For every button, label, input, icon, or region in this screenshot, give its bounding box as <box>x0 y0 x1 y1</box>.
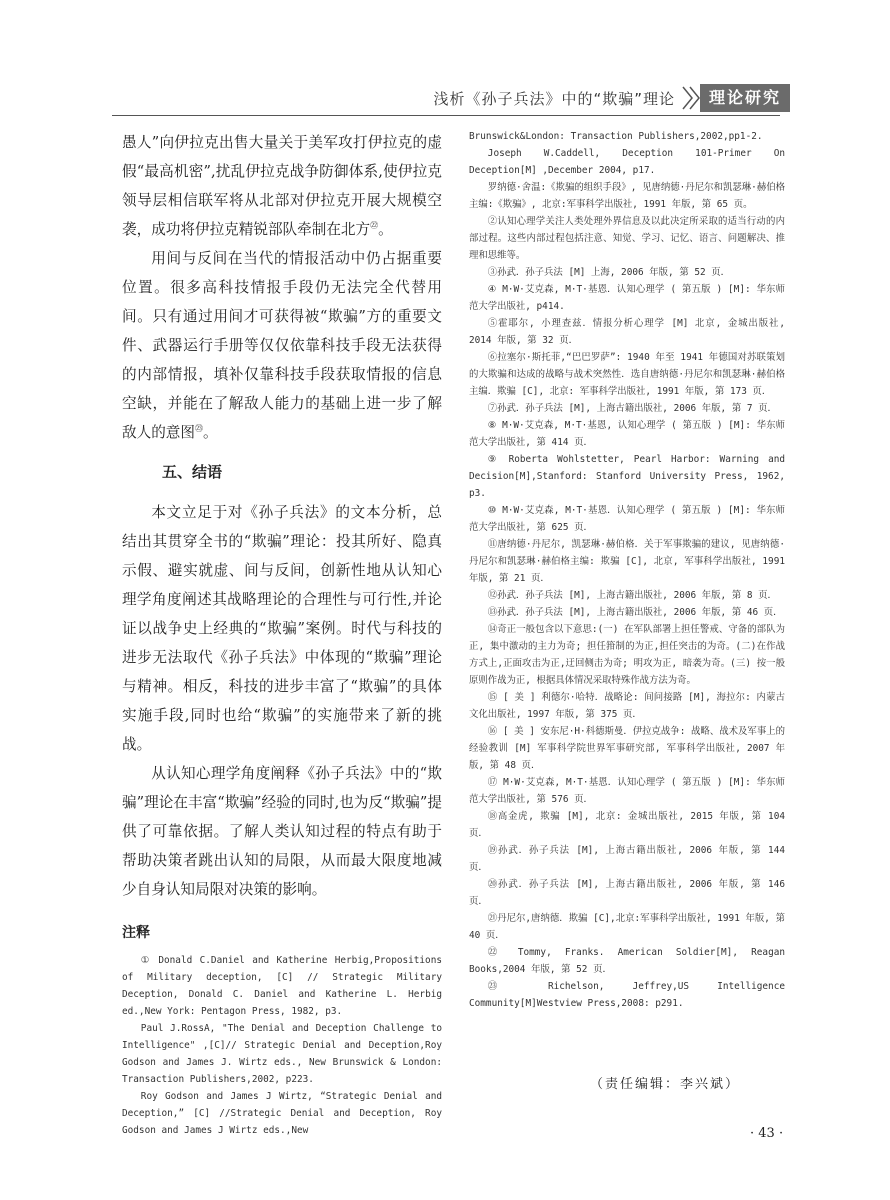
note-item: Roy Godson and James J Wirtz, “Strategic Denial and Deception,” [C] //Strategic Denial and Deception, Roy Godson and James J Wirtz eds.,New <box>122 1091 442 1136</box>
left-column <box>122 128 442 1139</box>
header-rule <box>112 115 780 116</box>
note-item: ㉓ Richelson, Jeffrey,US Intelligence Community[M]Westview Press,2008: p291. <box>469 981 785 1009</box>
note-item: ⑱高金虎, 欺骗 [M], 北京: 金城出版社, 2015 年版, 第 104 页． <box>469 811 785 839</box>
page-number: · 43 · <box>750 1126 784 1141</box>
note-item: ⑯ [ 美 ] 安东尼·H·科德斯曼．伊拉克战争: 战略、战术及军事上的经验教训 [M] 军事科学院世界军事研究部, 军事科学出版社, 2007 年版, 第 48 页． <box>469 726 785 771</box>
note-item: Joseph W.Caddell, Deception 101-Primer On Deception[M] ,December 2004, p17. <box>469 148 785 176</box>
paragraph-2-end: 。 <box>202 424 218 441</box>
note-item: 罗纳德·舍温:《欺骗的组织手段》, 见唐纳德·丹尼尔和凯瑟琳·赫伯格主编:《欺骗》, 北京:军事科学出版社, 1991 年版, 第 65 页。 <box>469 182 785 210</box>
note-item: ⑭奇正一般包含以下意思:(一) 在军队部署上担任警戒、守备的部队为正, 集中激动的主力为奇; 担任箝制的为正,担任突击的为奇。(二)在作战方式上,正面攻击为正,迂回侧击为奇; 明攻为正, 暗袭为奇。(三) 按一般原则作战为正, 根据具体情况采取特殊作战方法为奇。 <box>469 624 785 686</box>
section-heading: 五、结语 <box>162 463 223 481</box>
note-item: ⑩ M·W·艾克森, M·T·基恩．认知心理学 ( 第五版 ) [M]: 华东师范大学出版社, 第 625 页． <box>469 505 785 533</box>
paragraph-2 <box>122 244 442 447</box>
note-item: ① Donald C.Daniel and Katherine Herbig,Propositions of Military deception, [C] // Strategic Military Deception, Donald C. Daniel and Katherine L. Herbig ed.,New York: Pentagon Press, 1982, p3. <box>122 955 442 1017</box>
footnote-ref-22: ㉒ <box>370 221 379 231</box>
note-item: ③孙武．孙子兵法 [M] 上海, 2006 年版, 第 52 页． <box>487 267 731 278</box>
footnote-ref-23: ㉓ <box>194 424 203 434</box>
note-item: ⑫孙武．孙子兵法 [M], 上海古籍出版社, 2006 年版, 第 8 页． <box>487 590 777 601</box>
paragraph-1 <box>122 128 442 244</box>
note-item: ⑲孙武．孙子兵法 [M], 上海古籍出版社, 2006 年版, 第 144 页． <box>469 845 785 873</box>
note-item: ⑥拉塞尔·斯托菲,“巴巴罗萨”: 1940 年至 1941 年德国对苏联策划的大欺骗和达成的战略与战术突然性．选自唐纳德·丹尼尔和凯瑟琳·赫伯格主编．欺骗 [C], 北京: 军事科学出版社, 1991 年版, 第 173 页． <box>469 352 785 397</box>
paragraph-1-text: 愚人”向伊拉克出售大量关于美军攻打伊拉克的虚假“最高机密”,扰乱伊拉克战争防御体系,使伊拉克领导层相信联军将从北部对伊拉克开展大规模空袭，成功将伊拉克精锐部队牵制在北方 <box>122 134 442 238</box>
note-item: ㉒ Tommy, Franks. American Soldier[M], Reagan Books,2004 年版, 第 52 页． <box>469 947 785 975</box>
note-item: ②认知心理学关注人类处理外界信息及以此决定所采取的适当行动的内部过程。这些内部过程包括注意、知觉、学习、记忆、语言、问题解决、推理和思维等。 <box>469 216 785 261</box>
running-title: 浅析《孙子兵法》中的“欺骗”理论 <box>433 90 675 108</box>
note-item: ⑧ M·W·艾克森, M·T·基恩, 认知心理学 ( 第五版 ) [M]: 华东师范大学出版社, 第 414 页． <box>469 420 785 448</box>
note-item: ⑤霍耶尔, 小理查兹．情报分析心理学 [M] 北京, 金城出版社, 2014 年版, 第 32 页． <box>469 318 785 346</box>
page-header <box>0 78 890 120</box>
note-item: ⑮ [ 美 ] 利德尔·哈特．战略论: 间问接路 [M], 海拉尔: 内蒙古文化出版社, 1997 年版, 第 375 页． <box>469 692 785 720</box>
section-tag: 理论研究 <box>700 84 790 112</box>
paragraph-1-end: 。 <box>378 221 393 238</box>
paragraph-3: 本文立足于对《孙子兵法》的文本分析，总结出其贯穿全书的“欺骗”理论：投其所好、隐真示假、避实就虚、间与反间，创新性地从认知心理学角度阐述其战略理论的合理性与可行性,并论证以战争史上经典的“欺骗”案例。时代与科技的进步无法取代《孙子兵法》中体现的“欺骗”理论与精神。相反，科技的进步丰富了“欺骗”的具体实施手段,同时也给“欺骗”的实施带来了新的挑战。 <box>122 504 442 753</box>
paragraph-2-text: 用间与反间在当代的情报活动中仍占据重要位置。很多高科技情报手段仍无法完全代替用间。只有通过用间才可获得被“欺骗”方的重要文件、武器运行手册等仅仅依靠科技手段无法获得的内部情报，填补仅靠科技手段获取情报的信息空缺，并能在了解敌人能力的基础上进一步了解敌人的意图 <box>122 250 442 441</box>
note-item: Brunswick&London: Transaction Publishers,2002,pp1-2. <box>469 131 763 142</box>
note-item: ⑰ M·W·艾克森, M·T·基恩．认知心理学 ( 第五版 ) [M]: 华东师范大学出版社, 第 576 页． <box>469 777 785 805</box>
note-item: ⑪唐纳德·丹尼尔, 凯瑟琳·赫伯格．关于军事欺骗的建议, 见唐纳德·丹尼尔和凯瑟琳·赫伯格主编: 欺骗 [C], 北京, 军事科学出版社, 1991 年版, 第 21 页． <box>469 539 785 584</box>
note-item: ⑬孙武．孙子兵法 [M], 上海古籍出版社, 2006 年版, 第 46 页． <box>487 607 783 618</box>
note-item: ⑳孙武．孙子兵法 [M], 上海古籍出版社, 2006 年版, 第 146 页． <box>469 879 785 907</box>
paragraph-4: 从认知心理学角度阐释《孙子兵法》中的“欺骗”理论在丰富“欺骗”经验的同时,也为反“欺骗”提供了可靠依据。了解人类认知过程的特点有助于帮助决策者跳出认知的局限，从而最大限度地减少自身认知局限对决策的影响。 <box>122 765 442 898</box>
notes-heading: 注释 <box>122 925 150 941</box>
note-item: Paul J.RossA, "The Denial and Deception Challenge to Intelligence" ,[C]// Strategic Denial and Deception,Roy Godson and James J. Wirtz eds., New Brunswick & London: Transaction Publishers,2002, p223. <box>122 1023 442 1085</box>
note-item: ⑦孙武．孙子兵法 [M], 上海古籍出版社, 2006 年版, 第 7 页． <box>487 403 777 414</box>
note-item: ㉑丹尼尔,唐纳德．欺骗 [C],北京:军事科学出版社, 1991 年版, 第 40 页． <box>469 913 785 941</box>
note-item: ④ M·W·艾克森, M·T·基恩．认知心理学 ( 第五版 ) [M]: 华东师范大学出版社, p414. <box>469 284 785 312</box>
right-column <box>469 128 785 1012</box>
note-item: ⑨ Roberta Wohlstetter, Pearl Harbor: Warning and Decision[M],Stanford: Stanford University Press, 1962, p3. <box>469 454 785 499</box>
responsible-editor: （责任编辑：李兴斌） <box>590 1077 741 1092</box>
